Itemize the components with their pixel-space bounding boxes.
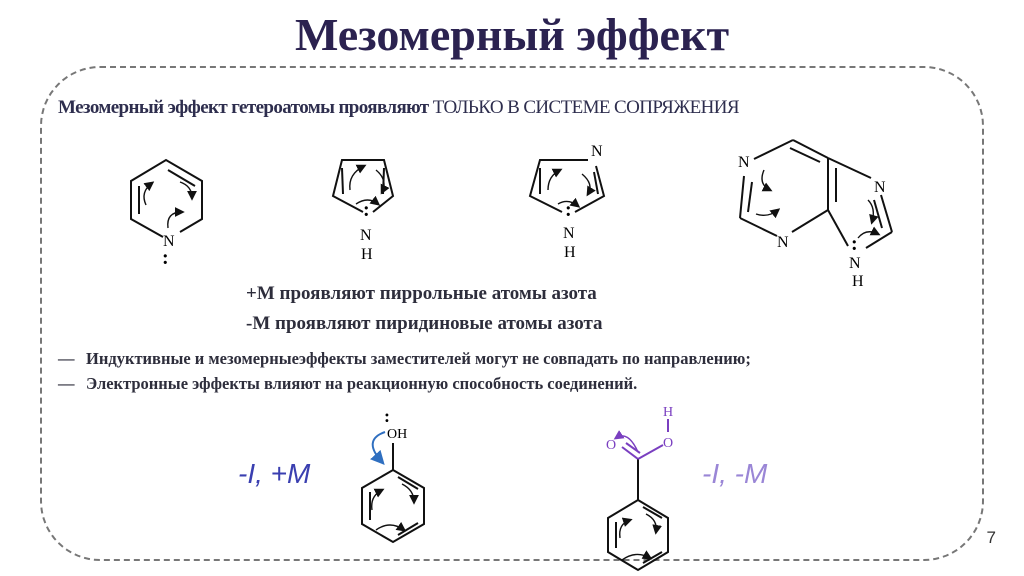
purine-hydrogen: H [852,273,864,290]
imidazole-nitrogen-3: N [591,143,603,160]
slide-title: Мезомерный эффект [294,9,730,60]
purine-nitrogen-3: N [777,234,789,251]
pyridine-lone-pair: : [162,247,169,269]
bullet-text: Индуктивные и мезомерныеэффекты заместителей могут не совпадать по направлению; [86,349,751,368]
phenol-hydroxyl: OH [387,427,408,442]
phenol-lone-pair: : [384,406,390,426]
phenol-structure [362,432,424,542]
purine-nitrogen-1: N [738,154,750,171]
statement-minus-m: -М проявляют пиридиновые атомы азота [246,313,603,334]
purine-nitrogen-7: N [874,179,886,196]
statement-plus-m: +М проявляют пиррольные атомы азота [246,283,597,304]
imidazole-lone-pair: : [565,199,572,221]
pyrrole-lone-pair: : [363,199,370,221]
subtitle-bold: Мезомерный эффект гетероатомы проявляют [58,97,429,118]
pyrrole-hydrogen: H [361,246,373,263]
bullet-item [58,374,637,394]
imidazole-hydrogen: H [564,244,576,261]
bullet-dash: — [58,349,75,368]
purine-lone-pair: : [851,233,858,255]
purine-nitrogen-9: N [849,255,861,272]
benzoic-acid-structure [608,459,668,570]
carboxyl-group [616,419,668,459]
phenol-effect-label: -I, +M [238,458,311,489]
bullet-item [58,349,751,369]
hydroxyl-oxygen: O [663,436,674,451]
imidazole-nitrogen-1: N [563,225,575,242]
pyrrole-nitrogen: N [360,227,372,244]
carbonyl-oxygen: O [606,438,617,453]
acid-effect-label: -I, -M [702,458,768,489]
purine-structure [740,140,892,248]
acid-hydrogen: H [663,405,674,420]
bullet-text: Электронные эффекты влияют на реакционную способность соединений. [86,374,638,393]
bullet-dash: — [58,374,75,393]
pyridine-nitrogen: N [163,233,175,250]
subtitle-caps: ТОЛЬКО В СИСТЕМЕ СОПРЯЖЕНИЯ [432,97,739,118]
pyridine-structure [131,160,202,237]
page-number: 7 [986,528,996,547]
